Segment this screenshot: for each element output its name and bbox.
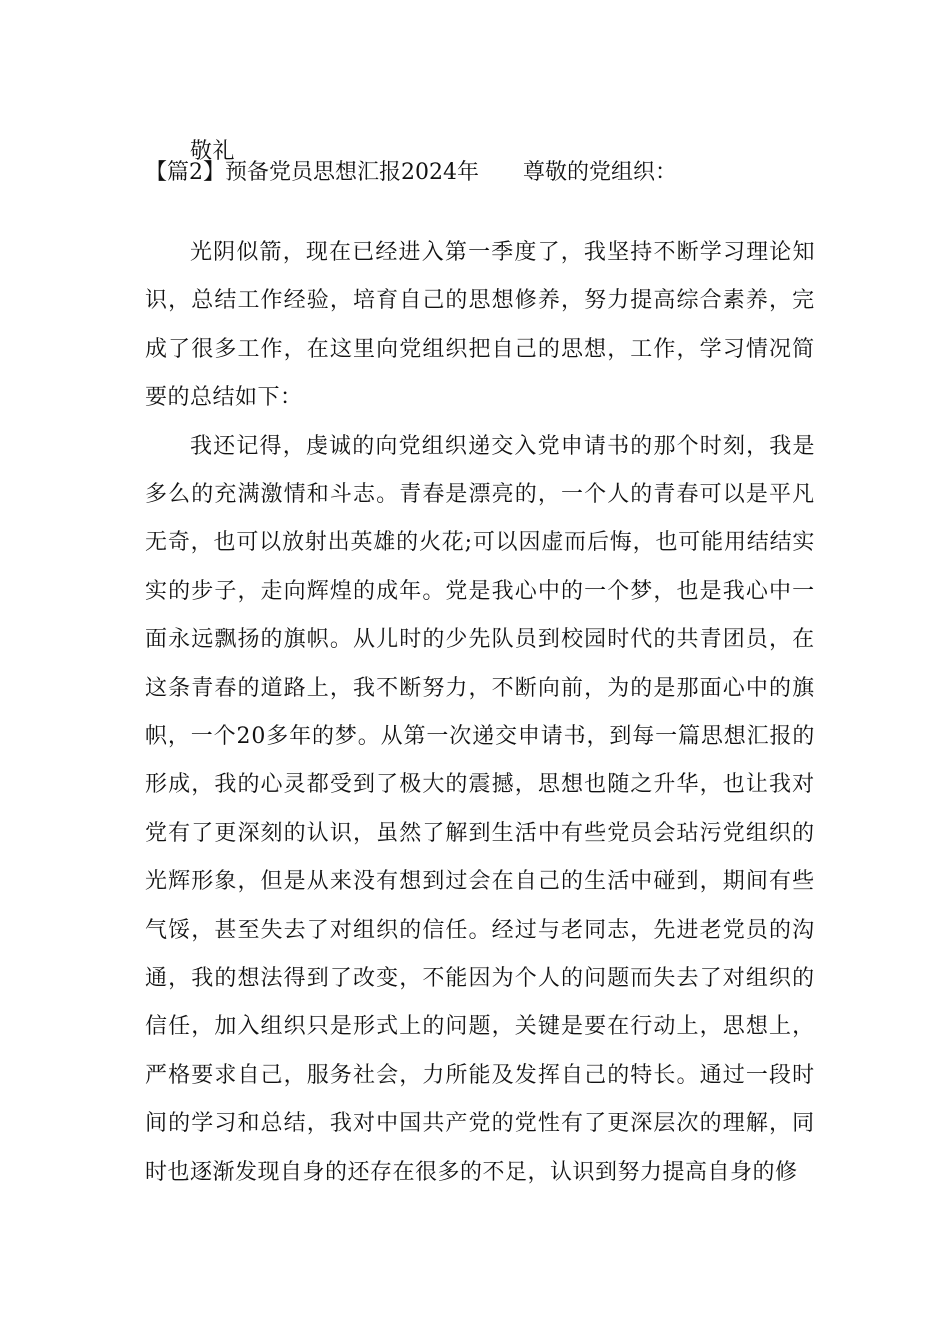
section-heading: 【篇2】预备党员思想汇报2024年 [145, 160, 479, 185]
paragraph-line: 成 了 很 多 工 作 ， 在 这 里 向 党 组 织 把 自 己 的 思 想 ， 工 作 ， 学 习 情 况 简 [145, 337, 815, 362]
paragraph-line: 多 么 的 充 满 激 情 和 斗 志 。 青 春 是 漂 亮 的 ， 一 个 人 的 青 春 可 以 是 平 凡 [145, 482, 815, 507]
paragraph-line: 通 ， 我 的 想 法 得 到 了 改 变 ， 不 能 因 为 个 人 的 问 题 而 失 去 了 对 组 织 的 [145, 966, 815, 991]
paragraph-line: 实 的 步 子 ， 走 向 辉 煌 的 成 年 。 党 是 我 心 中 的 一 个 梦 ， 也 是 我 心 中 一 [145, 579, 815, 604]
paragraph-line: 光 辉 形 象 ， 但 是 从 来 没 有 想 到 过 会 在 自 己 的 生 活 中 碰 到 ， 期 间 有 些 [145, 869, 815, 894]
paragraph-line: 形 成 ， 我 的 心 灵 都 受 到 了 极 大 的 震 撼 ， 思 想 也 随 之 升 华 ， 也 让 我 对 [145, 772, 815, 797]
paragraph-line: 气 馁 ， 甚 至 失 去 了 对 组 织 的 信 任 。 经 过 与 老 同 志 ， 先 进 老 党 员 的 沟 [145, 918, 815, 943]
salutation: 尊敬的党组织： [523, 160, 678, 185]
paragraph-line: 这 条 青 春 的 道 路 上 ， 我 不 断 努 力 ， 不 断 向 前 ， 为 的 是 那 面 心 中 的 旗 [145, 676, 815, 701]
paragraph-line: 无 奇 ， 也 可 以 放 射 出 英 雄 的 火 花 ; 可 以 因 虚 而 后 悔 ， 也 可 能 用 结 结 实 [145, 530, 815, 555]
section-heading-row [145, 158, 677, 188]
paragraph-line: 严 格 要 求 自 己 ， 服 务 社 会 ， 力 所 能 及 发 挥 自 己 的 特 长 。 通 过 一 段 时 [145, 1063, 815, 1088]
paragraph-line: 光 阴 似 箭 ， 现 在 已 经 进 入 第 一 季 度 了 ， 我 坚 持 不 断 学 习 理 论 知 [190, 240, 815, 265]
paragraph-line: 识 ， 总 结 工 作 经 验 ， 培 育 自 己 的 思 想 修 养 ， 努 力 提 高 综 合 素 养 ， 完 [145, 288, 815, 313]
paragraph-line: 间 的 学 习 和 总 结 ， 我 对 中 国 共 产 党 的 党 性 有 了 更 深 层 次 的 理 解 ， 同 [145, 1111, 815, 1136]
paragraph-line: 时也逐渐发现自身的还存在很多的不足，认识到努力提高自身的修 [145, 1160, 798, 1185]
paragraph-line: 我 还 记 得 ， 虔 诚 的 向 党 组 织 递 交 入 党 申 请 书 的 那 个 时 刻 ， 我 是 [190, 434, 815, 459]
closing-text: 敬礼 [190, 139, 236, 164]
paragraph-line: 面 永 远 飘 扬 的 旗 帜 。 从 儿 时 的 少 先 队 员 到 校 园 时 代 的 共 青 团 员 ， 在 [145, 627, 815, 652]
paragraph-line: 党 有 了 更 深 刻 的 认 识 ， 虽 然 了 解 到 生 活 中 有 些 党 员 会 玷 污 党 组 织 的 [145, 821, 815, 846]
paragraph-line: 要的总结如下： [145, 385, 303, 410]
paragraph-line: 信 任 ， 加 入 组 织 只 是 形 式 上 的 问 题 ， 关 键 是 要 在 行 动 上 ， 思 想 上 ， [145, 1014, 815, 1039]
paragraph-line: 帜 ， 一 个 2 0 多 年 的 梦 。 从 第 一 次 递 交 申 请 书 ， 到 每 一 篇 思 想 汇 报 的 [145, 724, 815, 749]
